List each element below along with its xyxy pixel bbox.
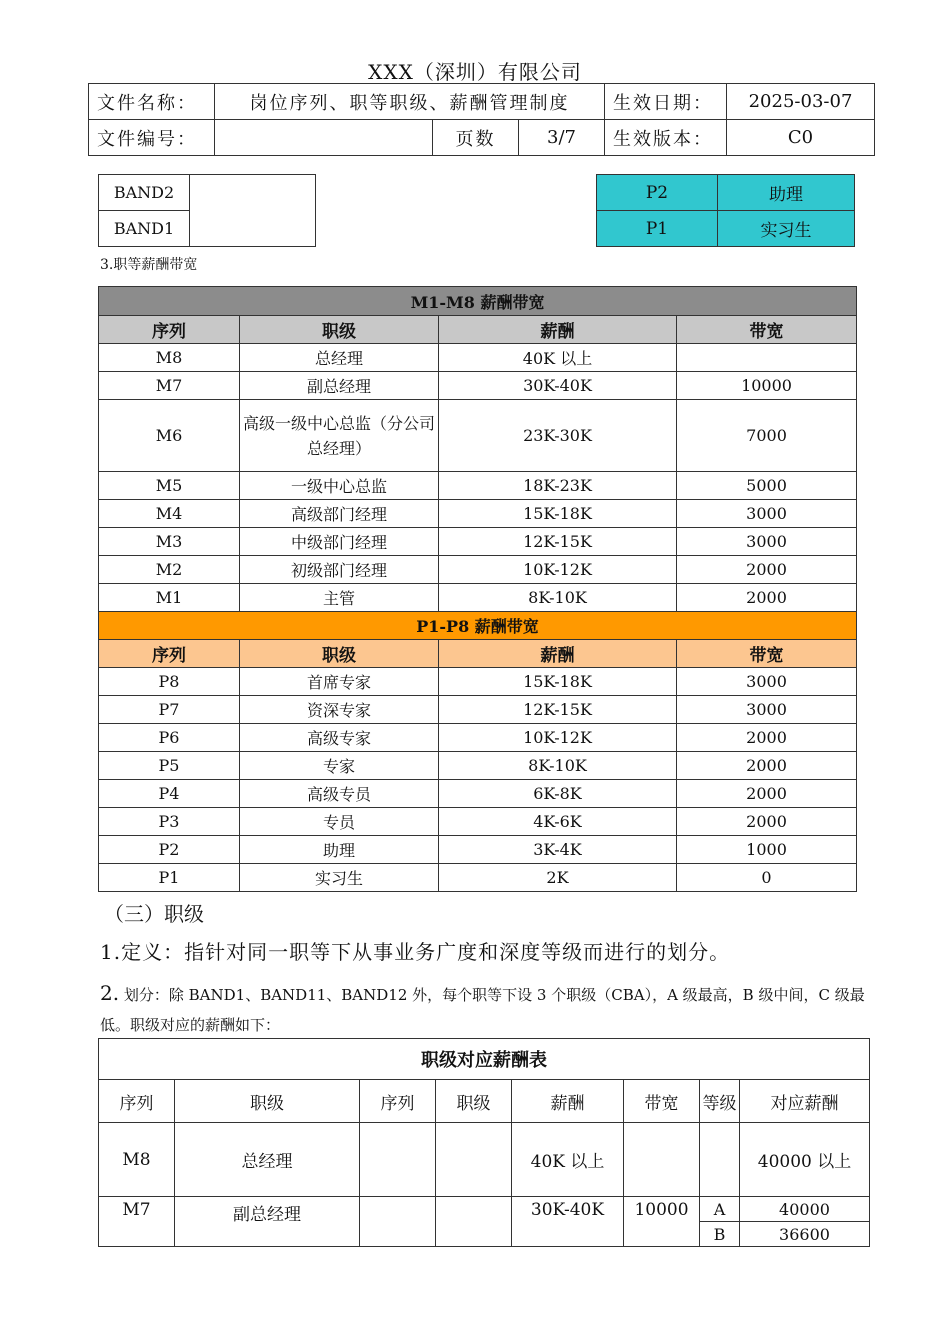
position-band-table	[596, 174, 855, 247]
table-row	[99, 528, 857, 556]
column-header: 序列	[99, 640, 240, 668]
band-cell: BAND2	[99, 175, 190, 211]
division-number: 2.	[100, 981, 120, 1005]
table-cell: 8K-10K	[439, 752, 677, 780]
band-empty-cell	[190, 175, 316, 247]
table-cell: 12K-15K	[439, 528, 677, 556]
column-header: 职级	[175, 1080, 360, 1123]
table-row	[99, 1197, 870, 1222]
table-cell: 高级专员	[240, 780, 439, 808]
table-cell: M7	[99, 372, 240, 400]
table-row	[99, 696, 857, 724]
table-cell: 高级专家	[240, 724, 439, 752]
table-cell: 2K	[439, 864, 677, 892]
table-cell	[360, 1197, 436, 1247]
company-title: XXX（深圳）有限公司	[368, 60, 582, 84]
grade-table-caption: 职级对应薪酬表	[99, 1039, 870, 1080]
table-row	[99, 500, 857, 528]
grade-pay: 36600	[740, 1222, 870, 1247]
table-cell: 助理	[240, 836, 439, 864]
table-row	[99, 556, 857, 584]
column-header: 薪酬	[439, 640, 677, 668]
column-header: 序列	[99, 316, 240, 344]
table-cell: 一级中心总监	[240, 472, 439, 500]
table-cell: 3000	[677, 668, 857, 696]
pages-label: 页数	[433, 120, 519, 156]
table-cell: 12K-15K	[439, 696, 677, 724]
grade-pay: 40000	[740, 1197, 870, 1222]
table-cell: M7	[99, 1197, 175, 1247]
table-cell: 23K-30K	[439, 400, 677, 472]
table-cell	[360, 1123, 436, 1197]
table-cell: 5000	[677, 472, 857, 500]
table-row	[99, 372, 857, 400]
grade-level: A	[700, 1197, 740, 1222]
table-cell: 3000	[677, 528, 857, 556]
table-cell: M3	[99, 528, 240, 556]
table-row	[99, 344, 857, 372]
table-cell	[677, 344, 857, 372]
table-cell: 中级部门经理	[240, 528, 439, 556]
table-cell: 3K-4K	[439, 836, 677, 864]
table-cell: 实习生	[240, 864, 439, 892]
table-cell: 10K-12K	[439, 556, 677, 584]
table-cell: 初级部门经理	[240, 556, 439, 584]
table-row	[99, 400, 857, 472]
effective-date: 2025-03-07	[727, 84, 875, 120]
column-header: 等级	[700, 1080, 740, 1123]
division-paragraph	[100, 978, 866, 1040]
version-value: C0	[727, 120, 875, 156]
table-row	[99, 808, 857, 836]
table-row	[99, 472, 857, 500]
table-cell: P5	[99, 752, 240, 780]
table-cell: P4	[99, 780, 240, 808]
table-cell: 2000	[677, 752, 857, 780]
table-cell: P8	[99, 668, 240, 696]
band-cell: BAND1	[99, 211, 190, 247]
table-cell: 40K 以上	[512, 1123, 624, 1197]
table-cell: 总经理	[240, 344, 439, 372]
file-number-label: 文件编号：	[89, 120, 215, 156]
table-cell: 2000	[677, 556, 857, 584]
table-cell: M2	[99, 556, 240, 584]
table-cell: 0	[677, 864, 857, 892]
file-name: 岗位序列、职等职级、薪酬管理制度	[215, 84, 605, 120]
table-cell: 6K-8K	[439, 780, 677, 808]
column-header: 职级	[240, 316, 439, 344]
table-cell: 10000	[624, 1197, 700, 1247]
column-header: 职级	[240, 640, 439, 668]
table-cell: 7000	[677, 400, 857, 472]
grade-salary-table	[98, 1038, 870, 1247]
table-cell: 副总经理	[175, 1197, 360, 1247]
position-title: 助理	[718, 175, 855, 211]
table-row	[99, 864, 857, 892]
position-code: P2	[597, 175, 718, 211]
table-cell: 3000	[677, 696, 857, 724]
file-name-label: 文件名称：	[89, 84, 215, 120]
column-header: 序列	[360, 1080, 436, 1123]
column-header: 带宽	[624, 1080, 700, 1123]
table-cell: 2000	[677, 780, 857, 808]
section-heading: （三）职级	[104, 902, 204, 926]
table-cell: 30K-40K	[439, 372, 677, 400]
table-cell: 18K-23K	[439, 472, 677, 500]
table-cell: 2000	[677, 584, 857, 612]
table-cell: 4K-6K	[439, 808, 677, 836]
p-band-caption: P1-P8 薪酬带宽	[99, 612, 857, 640]
position-code: P1	[597, 211, 718, 247]
table-cell: 3000	[677, 500, 857, 528]
table-cell: 首席专家	[240, 668, 439, 696]
division-text: 划分：除 BAND1、BAND11、BAND12 外，每个职等下设 3 个职级（CBA），A 级最高，B 级中间，C 级最低。职级对应的薪酬如下：	[100, 986, 865, 1034]
column-header: 薪酬	[512, 1080, 624, 1123]
table-cell: M6	[99, 400, 240, 472]
band-table	[98, 174, 316, 247]
version-label: 生效版本：	[605, 120, 727, 156]
table-cell	[436, 1197, 512, 1247]
table-cell: 10K-12K	[439, 724, 677, 752]
table-cell: P3	[99, 808, 240, 836]
grade-level: B	[700, 1222, 740, 1247]
table-cell: 资深专家	[240, 696, 439, 724]
salary-band-table	[98, 286, 857, 892]
column-header: 序列	[99, 1080, 175, 1123]
effective-date-label: 生效日期：	[605, 84, 727, 120]
table-cell: P1	[99, 864, 240, 892]
table-cell: 高级部门经理	[240, 500, 439, 528]
definition-paragraph: 1.定义：指针对同一职等下从事业务广度和深度等级而进行的划分。	[100, 940, 731, 964]
table-cell: M4	[99, 500, 240, 528]
position-title: 实习生	[718, 211, 855, 247]
m-band-caption: M1-M8 薪酬带宽	[99, 287, 857, 316]
table-cell	[700, 1123, 740, 1197]
document-header-table	[88, 83, 875, 156]
column-header: 薪酬	[439, 316, 677, 344]
table-cell: 10000	[677, 372, 857, 400]
table-cell: M8	[99, 344, 240, 372]
section-title: 3.职等薪酬带宽	[100, 257, 198, 273]
table-cell: 1000	[677, 836, 857, 864]
table-row	[99, 668, 857, 696]
table-cell: 专家	[240, 752, 439, 780]
column-header: 对应薪酬	[740, 1080, 870, 1123]
table-cell	[436, 1123, 512, 1197]
table-cell: 15K-18K	[439, 500, 677, 528]
file-number	[215, 120, 433, 156]
table-cell: 专员	[240, 808, 439, 836]
table-cell: 总经理	[175, 1123, 360, 1197]
table-cell: 高级一级中心总监（分公司总经理）	[240, 400, 439, 472]
table-cell: M8	[99, 1123, 175, 1197]
table-row	[99, 780, 857, 808]
table-row	[99, 752, 857, 780]
table-row	[99, 724, 857, 752]
table-cell: P7	[99, 696, 240, 724]
table-row	[99, 836, 857, 864]
table-cell: M1	[99, 584, 240, 612]
table-cell: 主管	[240, 584, 439, 612]
table-cell: 8K-10K	[439, 584, 677, 612]
table-cell	[624, 1123, 700, 1197]
table-row	[99, 584, 857, 612]
table-row	[99, 1123, 870, 1197]
table-cell: 30K-40K	[512, 1197, 624, 1247]
pages-value: 3/7	[519, 120, 605, 156]
table-cell: P2	[99, 836, 240, 864]
table-cell: 40K 以上	[439, 344, 677, 372]
table-cell: M5	[99, 472, 240, 500]
table-cell: 15K-18K	[439, 668, 677, 696]
column-header: 职级	[436, 1080, 512, 1123]
table-cell: 2000	[677, 724, 857, 752]
table-cell: P6	[99, 724, 240, 752]
table-cell: 40000 以上	[740, 1123, 870, 1197]
table-cell: 2000	[677, 808, 857, 836]
table-cell: 副总经理	[240, 372, 439, 400]
column-header: 带宽	[677, 640, 857, 668]
column-header: 带宽	[677, 316, 857, 344]
